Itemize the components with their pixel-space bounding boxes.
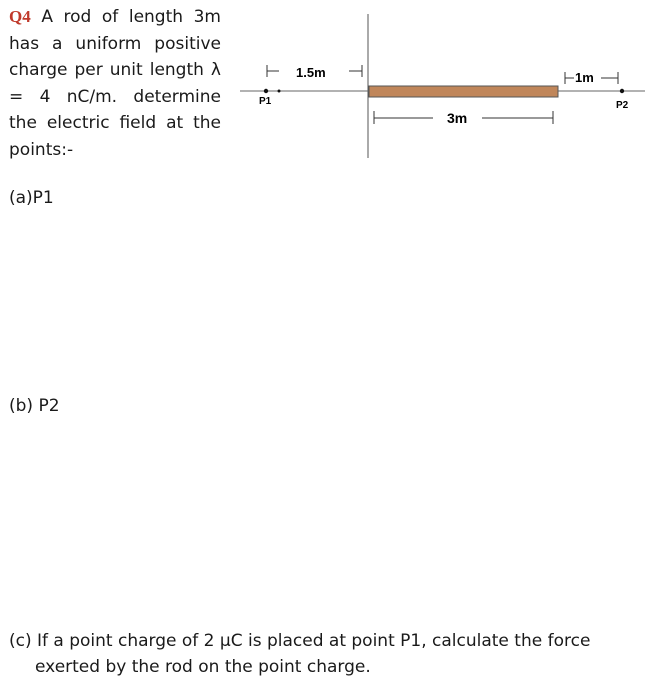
dimension-1m xyxy=(565,70,618,85)
dimension-1-5m xyxy=(267,65,362,80)
dimension-3m-label: 3m xyxy=(447,110,468,126)
point-p1-dot xyxy=(264,89,268,93)
question-number: Q4 xyxy=(9,7,31,26)
point-p1-tick xyxy=(278,90,281,93)
dimension-1m-label: 1m xyxy=(575,70,594,85)
point-p2-dot xyxy=(620,89,624,93)
point-p2-label: P2 xyxy=(616,100,629,111)
dimension-1-5m-label: 1.5m xyxy=(296,65,326,80)
part-c-line-2: exerted by the rod on the point charge. xyxy=(35,657,371,677)
part-a-label: (a)P1 xyxy=(9,188,54,208)
part-c-line-1: (c) If a point charge of 2 μC is placed at point P1, calculate the force xyxy=(9,631,591,651)
part-b-label: (b) P2 xyxy=(9,396,60,416)
question-body: A rod of length 3m has a uniform positive charge per unit length λ = 4 nC/m. determine the electric field at the points:- xyxy=(9,7,221,160)
dimension-3m xyxy=(374,110,553,126)
point-p1-label: P1 xyxy=(259,96,272,107)
charged-rod xyxy=(369,86,558,97)
